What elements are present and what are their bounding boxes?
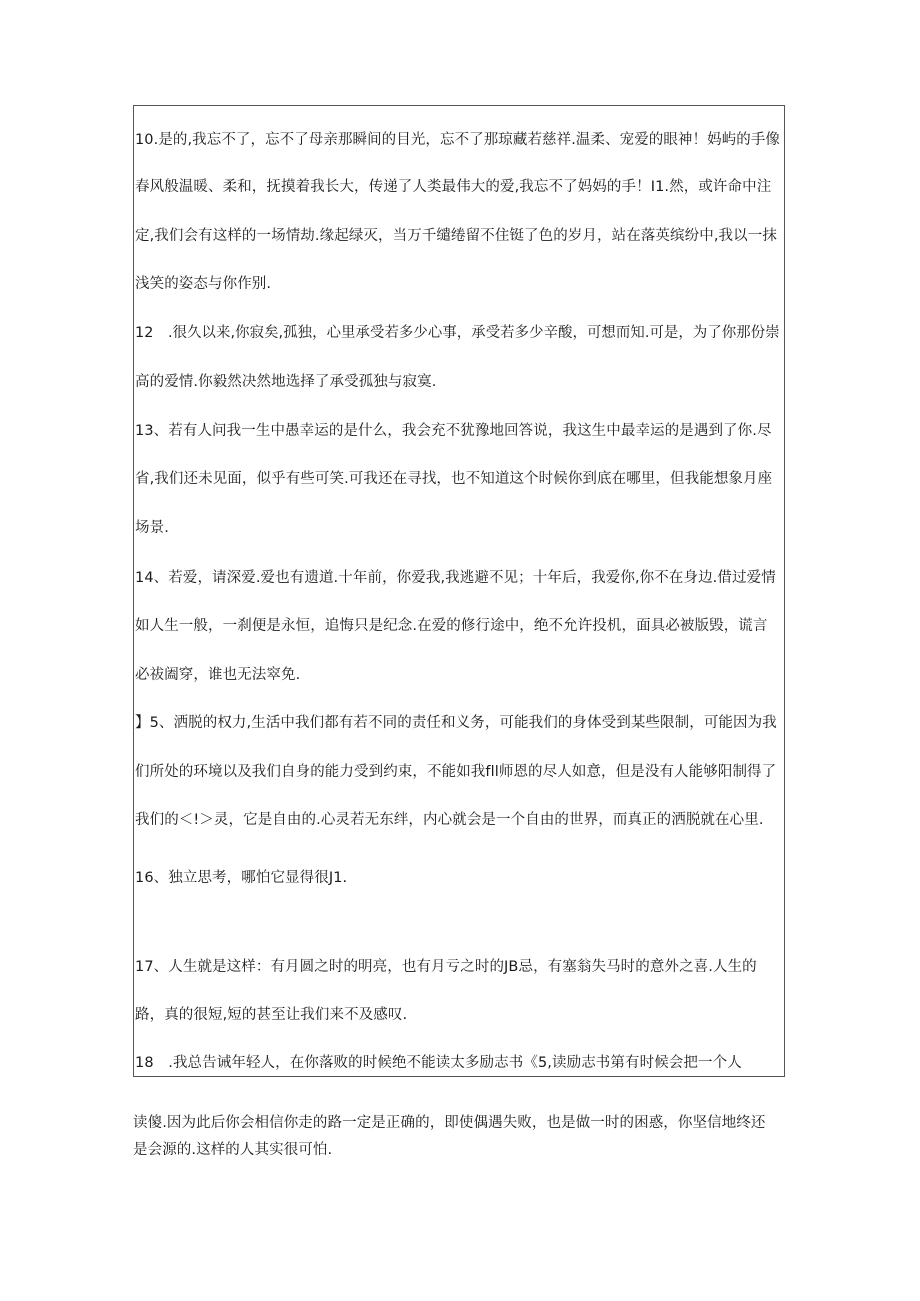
text-line: 们所处的环境以及我们自身的能力受到约束，不能如我fll师恩的尽人如意，但是没有人能够阳制得了	[135, 764, 777, 780]
text-line: 12 .很久以来,你寂矣,孤独，心里承受若多少心事，承受若多少辛酸，可想而知.可是，为了你那份崇	[135, 325, 780, 341]
text-line: 场景.	[135, 520, 169, 536]
text-line: 17、人生就是这样：有月圆之时的明亮，也有月亏之时的JB忌，有塞翁失马时的意外之喜.人生的	[135, 959, 757, 975]
text-line: 浅笑的姿态与你作别.	[135, 276, 272, 292]
text-line: 我们的＜!＞灵，它是自由的.心灵若无东绊，内心就会是一个自由的世界，而真正的洒脱就在心里.	[135, 812, 764, 828]
text-line: 18 .我总告诫年轻人，在你落败的时候绝不能读太多励志书《5,读励志书第有时候会把一个人	[135, 1055, 742, 1071]
text-line: 高的爱情.你毅然决然地选择了承受孤独与寂寞.	[135, 374, 437, 390]
text-line: 16、独立思考，哪怕它显得很J1.	[135, 870, 348, 886]
text-line: 路，真的很短,短的甚至让我们来不及感叹.	[135, 1007, 408, 1023]
text-frame	[133, 105, 785, 1077]
text-line: 如人生一般，一刹便是永恒，追悔只是纪念.在爱的修行途中，绝不允许投机，面具必被版毁，谎言	[135, 618, 768, 634]
text-line: 定,我们会有这样的一场情劫.缘起绿灭，当万千缱绻留不住铤了色的岁月，站在落英缤纷中,我以一抹	[135, 228, 777, 244]
text-line-outside: 读傻.因为此后你会相信你走的路一定是正确的，即使偶遇失败，也是做一时的困惑，你坚信地终还	[133, 1115, 766, 1131]
text-line: 春风般温暖、柔和，抚摸着我长大，传递了人类最伟大的爱,我忘不了妈妈的手！I1.然，或许命中注	[135, 179, 772, 195]
text-line: 14、若爱，请深爱.爱也有遗道.十年前，你爱我,我逃避不见；十年后，我爱你,你不在身边.借过爱情	[135, 570, 776, 586]
text-line: 】5、洒脱的权力,生活中我们都有若不同的责任和义务，可能我们的身体受到某些限制，可能因为我	[135, 715, 777, 731]
text-line-outside: 是会源的.这样的人其实很可怕.	[133, 1142, 333, 1158]
text-line: 13、若有人问我一生中愚幸运的是什么，我会充不犹豫地回答说，我这生中最幸运的是遇到了你.尽	[135, 423, 772, 439]
text-line: 10.是的,我忘不了，忘不了母亲那瞬间的目光，忘不了那琼藏若慈祥.温柔、宠爱的眼神！妈屿的手像	[135, 132, 780, 148]
text-line: 省,我们还未见面，似乎有些可笑.可我还在寻找，也不知道这个时候你到底在哪里，但我能想象月座	[135, 471, 773, 487]
text-line: 必祓阖穿，谁也无法窣免.	[135, 667, 301, 683]
